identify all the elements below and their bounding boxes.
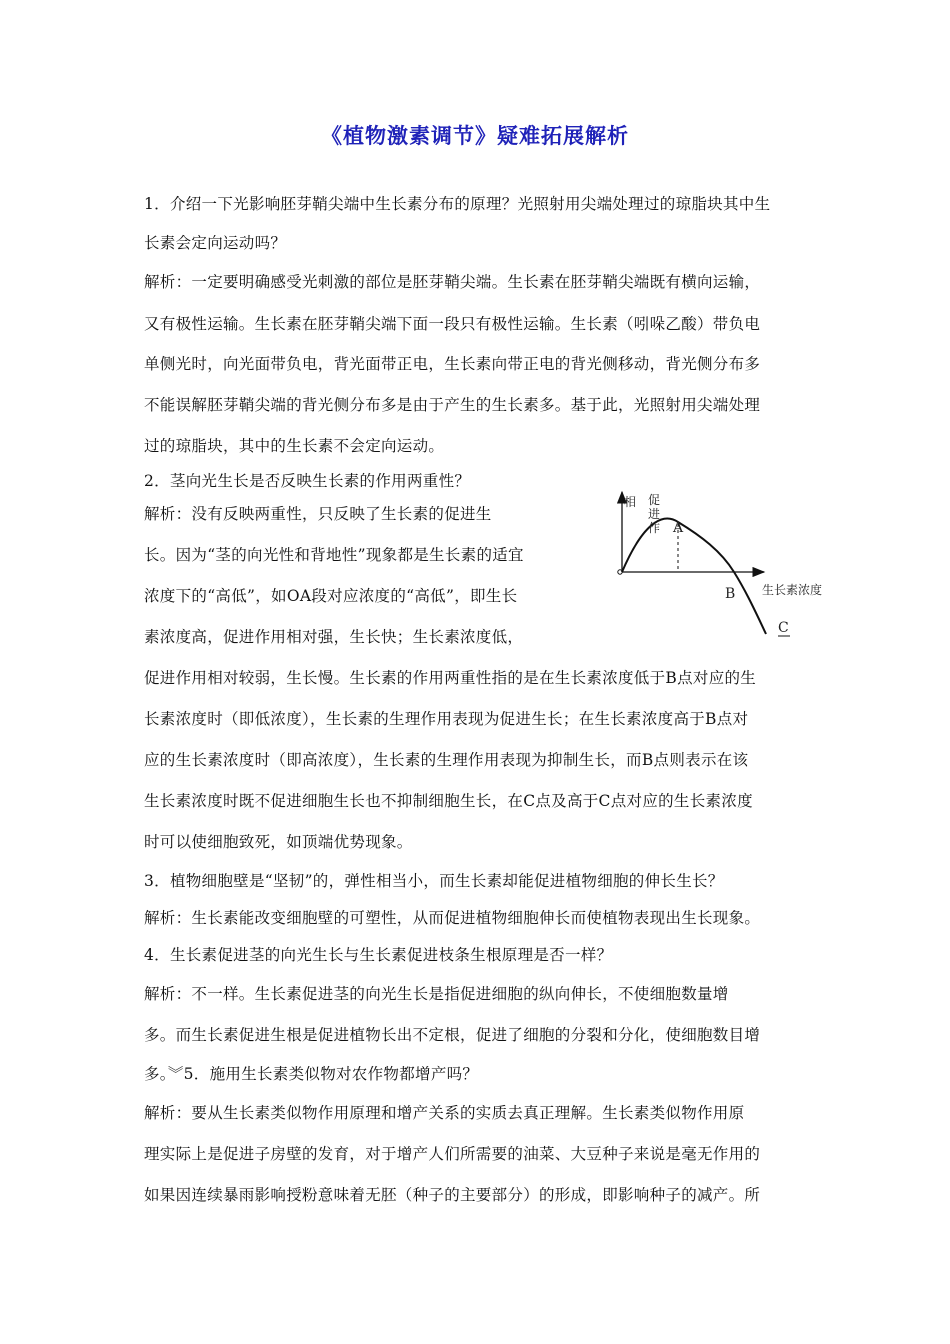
text-line: 如果因连续暴雨影响授粉意味着无胚（种子的主要部分）的形成，即影响种子的减产。所: [144, 1186, 761, 1204]
y-label-char: 相: [624, 495, 637, 509]
point-label-a: A: [673, 520, 684, 536]
text-line: 时可以使细胞致死，如顶端优势现象。: [144, 833, 413, 851]
text-line: 过的琼脂块，其中的生长素不会定向运动。: [144, 437, 445, 455]
text-line: 不能误解胚芽鞘尖端的背光侧分布多是由于产生的生长素多。基于此，光照射用尖端处理: [144, 396, 761, 414]
text-line: 2．茎向光生长是否反映生长素的作用两重性？: [144, 472, 471, 490]
text-line: 4．生长素促进茎的向光生长与生长素促进枝条生根原理是否一样？: [144, 946, 613, 964]
y-label-char: 进: [648, 507, 661, 521]
text-line: 解析：要从生长素类似物作用原理和增产关系的实质去真正理解。生长素类似物作用原: [144, 1104, 745, 1122]
text-line: 理实际上是促进子房壁的发育，对于增产人们所需要的油菜、大豆种子来说是毫无作用的: [144, 1145, 761, 1163]
y-label-char: 促: [648, 493, 661, 507]
text-line: 长素会定向运动吗？: [144, 234, 287, 252]
page-title: 《植物激素调节》疑难拓展解析: [321, 123, 629, 148]
text-line: 多。而生长素促进生根是促进植物长出不定根，促进了细胞的分裂和分化，使细胞数目增: [144, 1026, 761, 1044]
text-line: 解析：不一样。生长素促进茎的向光生长是指促进细胞的纵向伸长，不使细胞数量增: [144, 985, 729, 1003]
text-line: 解析：没有反映两重性，只反映了生长素的促进生: [144, 505, 492, 523]
text-line: 1．介绍一下光影响胚芽鞘尖端中生长素分布的原理？光照射用尖端处理过的琼脂块其中生: [144, 195, 771, 213]
auxin-curve-diagram: [606, 486, 846, 646]
text-line: 长。因为“茎的向光性和背地性”现象都是生长素的适宜: [144, 546, 524, 564]
auxin-concentration-figure: [606, 486, 846, 646]
text-line: 应的生长素浓度时（即高浓度），生长素的生理作用表现为抑制生长，而B点则表示在该: [144, 751, 749, 769]
response-curve: [622, 519, 766, 634]
text-line: 素浓度高，促进作用相对强，生长快；生长素浓度低，: [144, 628, 524, 646]
text-line: 长素浓度时（即低浓度），生长素的生理作用表现为促进生长；在生长素浓度高于B点对: [144, 710, 749, 728]
text-line: 单侧光时，向光面带负电，背光面带正电，生长素向带正电的背光侧移动，背光侧分布多: [144, 355, 761, 373]
point-label-c: C: [778, 620, 789, 636]
text-line: 3．植物细胞壁是“坚韧”的，弹性相当小，而生长素却能促进植物细胞的伸长生长？: [144, 872, 724, 890]
text-line: 多。︾5．施用生长素类似物对农作物都增产吗？: [144, 1065, 479, 1083]
x-axis-label: 生长素浓度: [762, 583, 823, 597]
text-line: 解析：一定要明确感受光刺激的部位是胚芽鞘尖端。生长素在胚芽鞘尖端既有横向运输，: [144, 273, 761, 291]
point-label-b: B: [725, 586, 736, 602]
y-label-char: 作: [648, 521, 661, 535]
text-line: 促进作用相对较弱，生长慢。生长素的作用两重性指的是在生长素浓度低于B点对应的生: [144, 669, 757, 687]
text-line: 生长素浓度时既不促进细胞生长也不抑制细胞生长，在C点及高于C点对应的生长素浓度: [144, 792, 753, 810]
text-line: 解析：生长素能改变细胞壁的可塑性，从而促进植物细胞伸长而使植物表现出生长现象。: [144, 909, 761, 927]
text-line: 浓度下的“高低”，如OA段对应浓度的“高低”，即生长: [144, 587, 518, 605]
text-line: 又有极性运输。生长素在胚芽鞘尖端下面一段只有极性运输。生长素（吲哚乙酸）带负电: [144, 315, 761, 333]
